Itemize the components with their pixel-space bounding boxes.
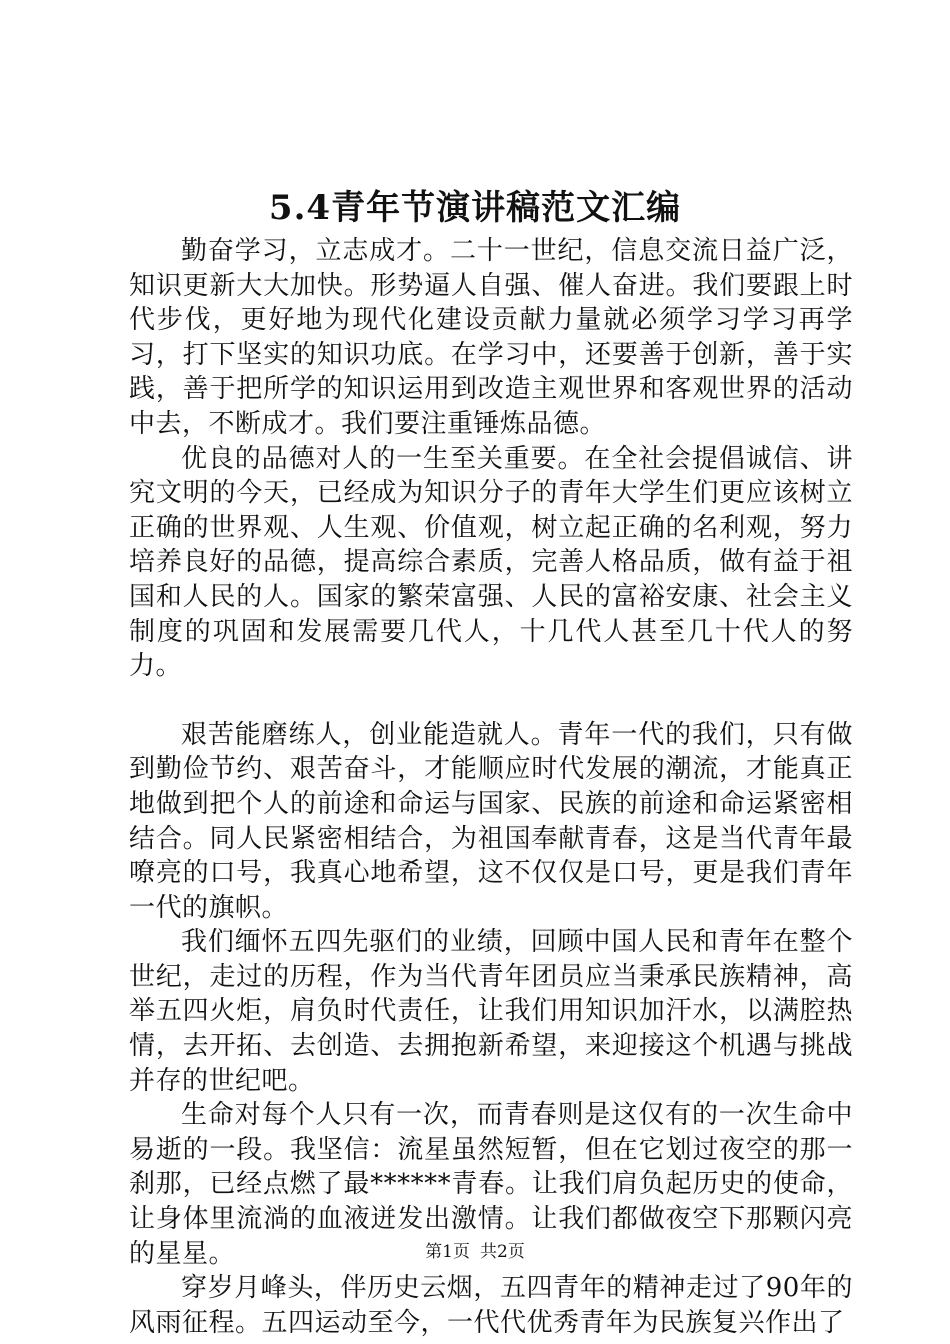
page-footer [0, 1240, 950, 1264]
document-body [129, 234, 853, 1340]
paragraph-3: 艰苦能磨练人，创业能造就人。青年一代的我们，只有做到勤俭节约、艰苦奋斗，才能顺应时代发展的潮流，才能真正地做到把个人的前途和命运与国家、民族的前途和命运紧密相结合。同人民紧密相结合，为祖国奉献青春，这是当代青年最嘹亮的口号，我真心地希望，这不仅仅是口号，更是我们青年一代的旗帜。 [129, 719, 853, 923]
paragraph-1: 勤奋学习，立志成才。二十一世纪，信息交流日益广泛，知识更新大大加快。形势逼人自强、催人奋进。我们要跟上时代步伐，更好地为现代化建设贡献力量就必须学习学习再学习，打下坚实的知识功底。在学习中，还要善于创新，善于实践，善于把所学的知识运用到改造主观世界和客观世界的活动中去，不断成才。我们要注重锤炼品德。 [129, 236, 853, 439]
paragraph-4: 我们缅怀五四先驱们的业绩，回顾中国人民和青年在整个世纪，走过的历程，作为当代青年团员应当秉承民族精神，高举五四火炬，肩负时代责任，让我们用知识加汗水，以满腔热情，去开拓、去创造、去拥抱新希望，来迎接这个机遇与挑战并存的世纪吧。 [129, 927, 853, 1096]
paragraph-5: 生命对每个人只有一次，而青春则是这仅有的一次生命中易逝的一段。我坚信：流星虽然短暂，但在它划过夜空的那一刹那，已经点燃了最******青春。让我们肩负起历史的使命，让身体里流淌的血液迸发出激情。让我们都做夜空下那颗闪亮的星星。 [129, 1100, 853, 1269]
page-number-total: 共2页 [480, 1242, 525, 1262]
paragraph-6: 穿岁月峰头，伴历史云烟，五四青年的精神走过了90年的风雨征程。五四运动至今，一代代优秀青年为民族复兴作出了 [129, 1273, 853, 1338]
paragraph-2: 优良的品德对人的一生至关重要。在全社会提倡诚信、讲究文明的今天，已经成为知识分子的青年大学生们更应该树立正确的世界观、人生观、价值观，树立起正确的名利观，努力培养良好的品德，提高综合素质，完善人格品质，做有益于祖国和人民的人。国家的繁荣富强、人民的富裕安康、社会主义制度的巩固和发展需要几代人，十几代人甚至几十代人的努力。 [129, 443, 853, 682]
page-number-current: 第1页 [425, 1242, 470, 1262]
document-title: 5.4青年节演讲稿范文汇编 [268, 188, 682, 228]
